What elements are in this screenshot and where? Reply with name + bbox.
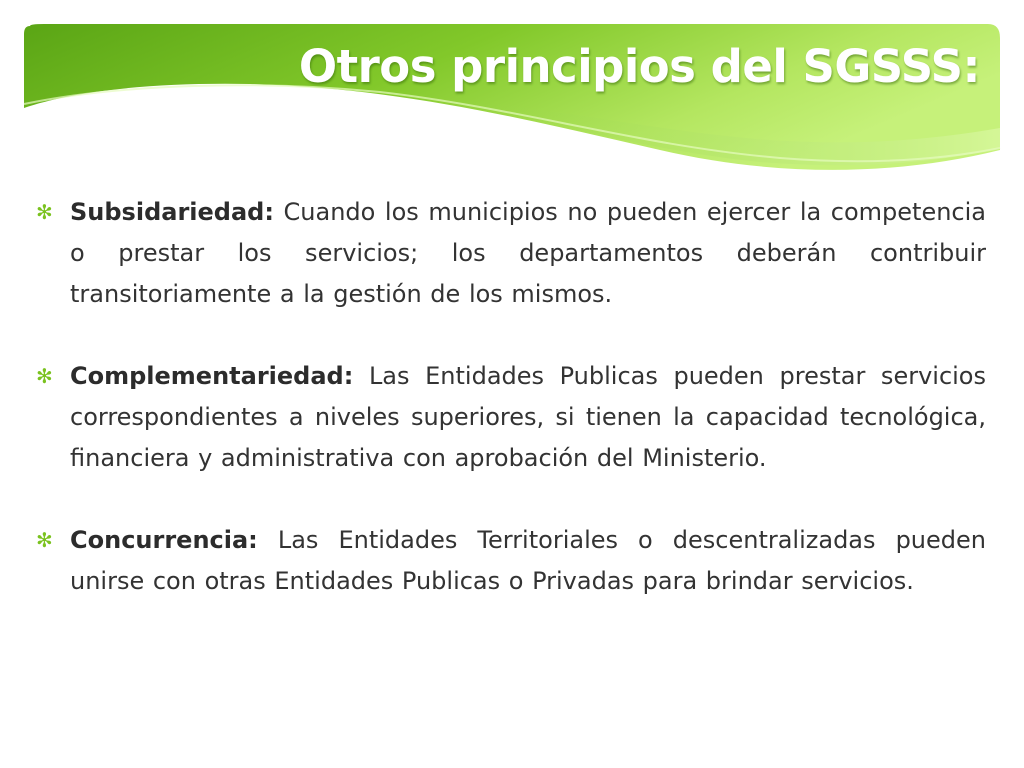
bullet-term: Complementariedad: — [70, 362, 354, 390]
slide-title: Otros principios del SGSSS: — [298, 40, 980, 93]
bullet-list — [36, 192, 986, 643]
bullet-text: Cuando los municipios no pueden ejercer la competencia o prestar los servicios; los departamentos deberán contribuir transitoriamente a la gestión de los mismos. — [70, 198, 986, 308]
bullet-complementariedad — [36, 356, 986, 479]
bullet-text: Las Entidades Publicas pueden prestar servicios correspondientes a niveles superiores, si tienen la capacidad tecnológica, financiera y administrativa con aprobación del Ministerio. — [70, 362, 986, 472]
bullet-term: Concurrencia: — [70, 526, 258, 554]
bullet-concurrencia — [36, 520, 986, 602]
asterisk-bullet-icon: ✻ — [36, 200, 53, 224]
asterisk-bullet-icon: ✻ — [36, 528, 53, 552]
bullet-text: Las Entidades Territoriales o descentralizadas pueden unirse con otras Entidades Publicas o Privadas para brindar servicios. — [70, 526, 986, 595]
header-banner — [0, 0, 1024, 200]
asterisk-bullet-icon: ✻ — [36, 364, 53, 388]
bullet-subsidariedad — [36, 192, 986, 315]
bullet-term: Subsidariedad: — [70, 198, 274, 226]
